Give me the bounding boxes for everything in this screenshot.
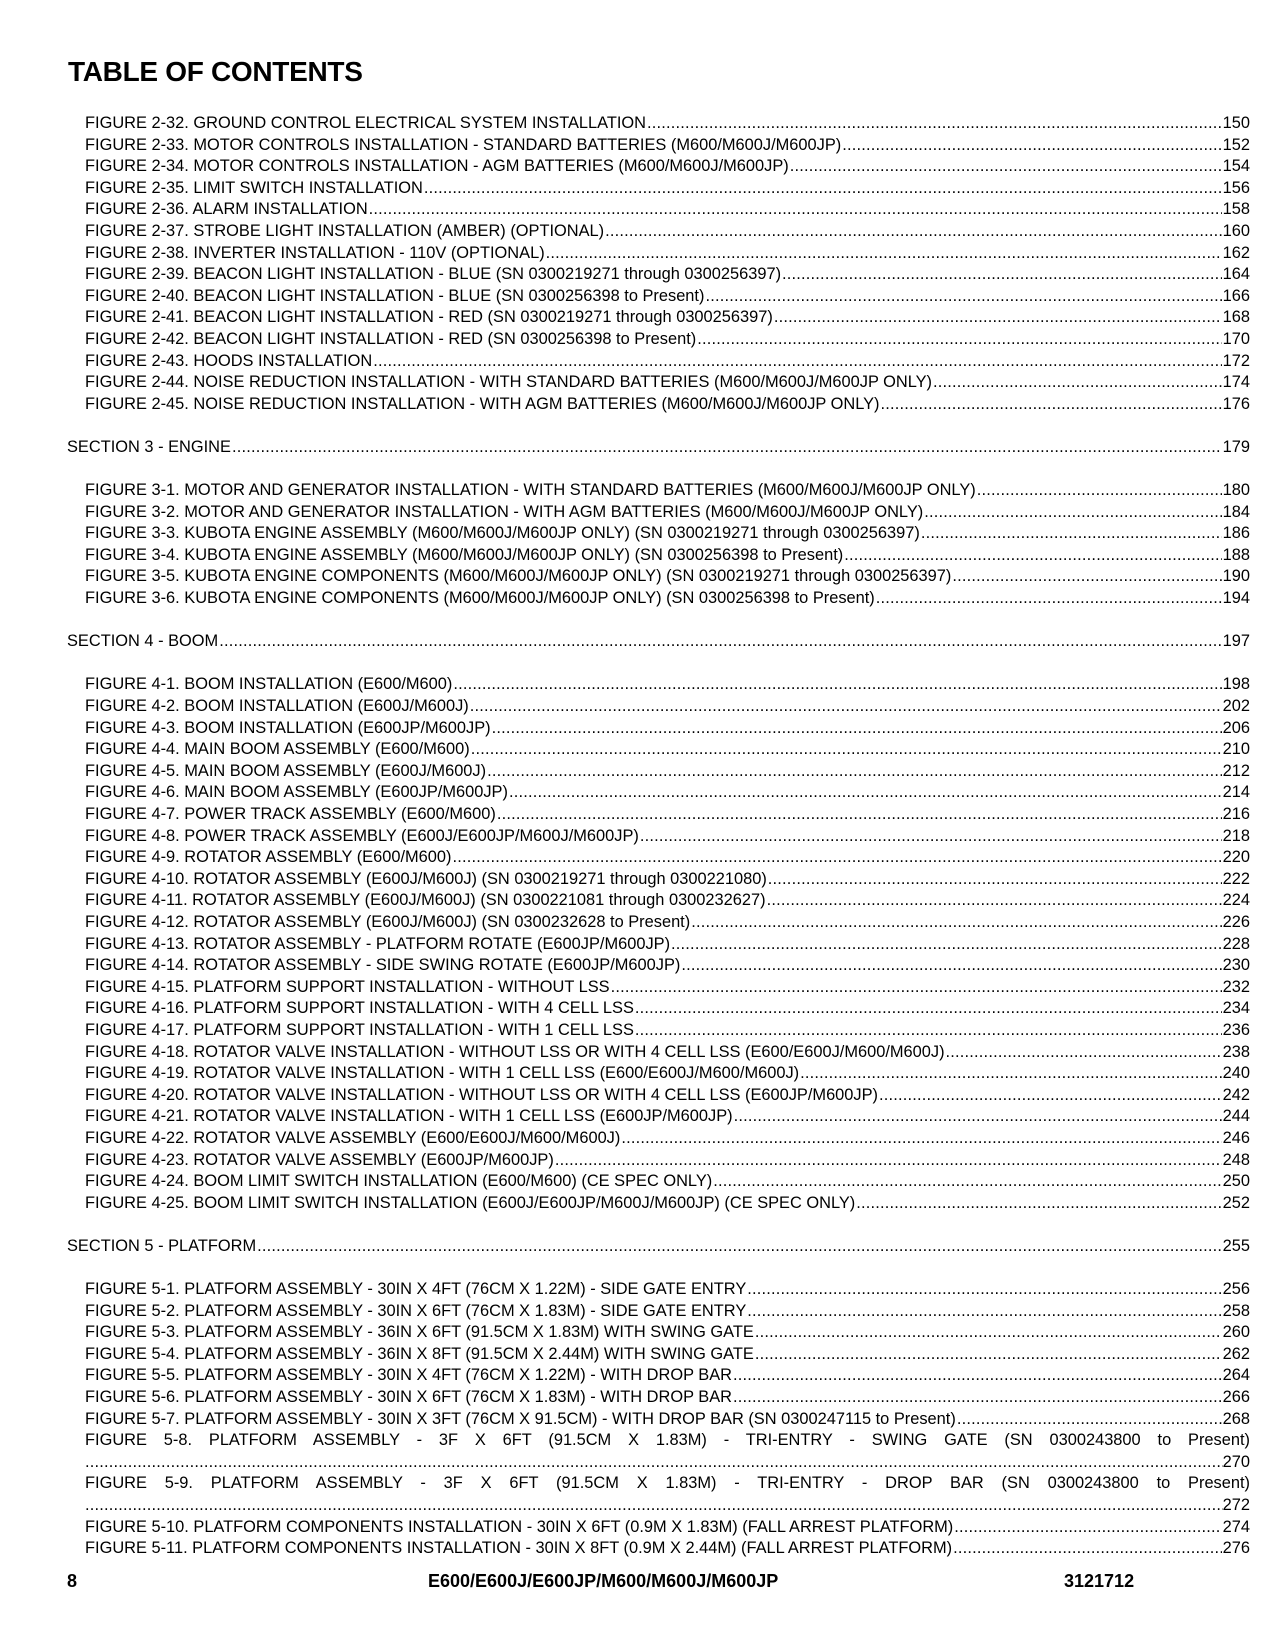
toc-entry[interactable] <box>0 1150 1250 1172</box>
toc-entry-title: FIGURE 4-24. BOOM LIMIT SWITCH INSTALLATION (E600/M600) (CE SPEC ONLY) <box>85 1172 713 1191</box>
toc-leader-dots <box>705 286 1221 308</box>
toc-entry-title: FIGURE 5-8. PLATFORM ASSEMBLY - 3F X 6FT (91.5CM X 1.83M) - TRI-ENTRY - SWING GATE (SN 0300243800 to Present) <box>85 1431 1250 1450</box>
toc-leader-dots <box>635 998 1222 1020</box>
toc-entry-page: 268 <box>1222 1409 1250 1428</box>
toc-entry-title: FIGURE 4-22. ROTATOR VALVE ASSEMBLY (E600/E600J/M600/M600J) <box>85 1128 621 1147</box>
toc-leader-dots <box>747 1301 1221 1323</box>
toc-leader-dots <box>957 1409 1222 1431</box>
toc-entry-page: 274 <box>1222 1517 1250 1536</box>
toc-entry[interactable] <box>0 264 1250 286</box>
toc-entry-page: 255 <box>1222 1236 1250 1255</box>
toc-leader-dots <box>640 826 1222 848</box>
toc-entry[interactable] <box>0 955 1250 977</box>
toc-entry-page: 262 <box>1222 1344 1250 1363</box>
toc-entry-title: FIGURE 2-44. NOISE REDUCTION INSTALLATION - WITH STANDARD BATTERIES (M600/M600J/M600JP ONLY) <box>85 373 933 392</box>
toc-entry-page: 212 <box>1222 761 1250 780</box>
toc-entry[interactable] <box>0 1538 1250 1560</box>
toc-leader-dots <box>844 545 1221 567</box>
toc-entry-title: FIGURE 5-3. PLATFORM ASSEMBLY - 36IN X 6FT (91.5CM X 1.83M) WITH SWING GATE <box>85 1323 754 1342</box>
toc-entry-page: 220 <box>1222 848 1250 867</box>
toc-entry-title: FIGURE 2-32. GROUND CONTROL ELECTRICAL SYSTEM INSTALLATION <box>85 114 647 132</box>
toc-entry[interactable] <box>0 869 1250 891</box>
toc-entry-page: 172 <box>1222 351 1250 370</box>
toc-entry[interactable] <box>0 1279 1250 1301</box>
toc-entry-page: 216 <box>1222 805 1250 823</box>
toc-entry-title: FIGURE 2-42. BEACON LIGHT INSTALLATION - RED (SN 0300256398 to Present) <box>85 329 697 348</box>
toc-leader-dots <box>497 804 1222 826</box>
toc-entry-title: SECTION 5 - PLATFORM <box>67 1236 257 1255</box>
toc-entry[interactable] <box>0 998 1250 1020</box>
toc-entry-page: 242 <box>1222 1085 1250 1104</box>
toc-leader-dots <box>881 394 1222 416</box>
table-of-contents <box>0 113 1275 1560</box>
toc-section-heading[interactable] <box>0 631 1250 653</box>
toc-entry-title: FIGURE 3-4. KUBOTA ENGINE ASSEMBLY (M600/M600J/M600JP ONLY) (SN 0300256398 to Present) <box>85 545 844 564</box>
toc-entry[interactable] <box>0 761 1250 783</box>
toc-entry[interactable] <box>0 1085 1250 1107</box>
toc-entry[interactable] <box>0 890 1250 912</box>
toc-entry-page: 224 <box>1222 891 1250 910</box>
toc-entry-title: FIGURE 4-1. BOOM INSTALLATION (E600/M600) <box>85 675 453 694</box>
toc-entry[interactable] <box>0 566 1250 588</box>
toc-entry[interactable] <box>0 351 1250 373</box>
toc-entry[interactable] <box>0 1042 1250 1064</box>
toc-entry[interactable] <box>0 1387 1250 1409</box>
toc-entry[interactable] <box>0 1365 1250 1387</box>
toc-leader-dots <box>856 1193 1221 1215</box>
toc-entry-page: 226 <box>1222 912 1250 931</box>
footer-models: E600/E600J/E600JP/M600/M600J/M600JP <box>428 1571 779 1591</box>
toc-leader-dots <box>876 588 1222 610</box>
toc-entry-title: FIGURE 4-9. ROTATOR ASSEMBLY (E600/M600) <box>85 848 452 867</box>
toc-leader-dots <box>733 1365 1222 1387</box>
toc-leader-dots <box>546 243 1222 265</box>
toc-entry[interactable] <box>0 1128 1250 1150</box>
toc-entry-title: FIGURE 2-43. HOODS INSTALLATION <box>85 351 373 370</box>
toc-leader-dots <box>946 1042 1222 1064</box>
toc-entry[interactable] <box>0 523 1250 545</box>
toc-entry-title: FIGURE 2-35. LIMIT SWITCH INSTALLATION <box>85 178 423 197</box>
toc-entry[interactable] <box>0 1020 1250 1042</box>
toc-entry[interactable] <box>0 135 1250 157</box>
toc-entry[interactable] <box>0 199 1250 221</box>
toc-entry-page: 264 <box>1222 1366 1250 1385</box>
toc-leader-dots <box>933 372 1222 394</box>
toc-entry-title: FIGURE 5-1. PLATFORM ASSEMBLY - 30IN X 4FT (76CM X 1.22M) - SIDE GATE ENTRY <box>85 1280 747 1299</box>
toc-leader-dots <box>373 351 1221 373</box>
toc-entry-title: FIGURE 5-6. PLATFORM ASSEMBLY - 30IN X 6FT (76CM X 1.83M) - WITH DROP BAR <box>85 1388 732 1407</box>
toc-entry-title: FIGURE 2-33. MOTOR CONTROLS INSTALLATION - STANDARD BATTERIES (M600/M600J/M600JP) <box>85 135 842 154</box>
toc-entry-title: FIGURE 2-41. BEACON LIGHT INSTALLATION - RED (SN 0300219271 through 0300256397) <box>85 308 773 327</box>
toc-leader-dots <box>768 869 1222 891</box>
toc-entry[interactable] <box>0 221 1250 243</box>
toc-entry[interactable] <box>0 286 1250 308</box>
toc-entry-page: 256 <box>1222 1280 1250 1299</box>
page-title: TABLE OF CONTENTS <box>68 56 363 87</box>
toc-entry[interactable] <box>0 1171 1250 1193</box>
toc-entry-page: 184 <box>1222 502 1250 521</box>
toc-leader-dots <box>605 221 1222 243</box>
toc-entry-page: 234 <box>1222 999 1250 1018</box>
toc-leader-dots <box>954 1517 1221 1539</box>
toc-entry[interactable] <box>0 502 1250 524</box>
toc-entry[interactable] <box>0 804 1250 826</box>
toc-entry-title: FIGURE 2-45. NOISE REDUCTION INSTALLATION - WITH AGM BATTERIES (M600/M600J/M600JP ONLY) <box>85 394 880 413</box>
toc-entry-title: FIGURE 5-7. PLATFORM ASSEMBLY - 30IN X 3FT (76CM X 91.5CM) - WITH DROP BAR (SN 0300247115 to Present) <box>85 1409 956 1428</box>
toc-entry-title: SECTION 3 - ENGINE <box>67 437 231 456</box>
toc-entry-title: FIGURE 4-25. BOOM LIMIT SWITCH INSTALLATION (E600J/E600JP/M600J/M600JP) (CE SPEC ONLY) <box>85 1193 856 1212</box>
toc-entry-page: 158 <box>1222 200 1250 219</box>
toc-entry-title: FIGURE 4-8. POWER TRACK ASSEMBLY (E600J/E600JP/M600J/M600JP) <box>85 826 639 845</box>
toc-entry-page: 248 <box>1222 1150 1250 1169</box>
toc-entry-page: 250 <box>1222 1172 1250 1191</box>
toc-leader-dots <box>647 113 1222 135</box>
toc-entry-title: FIGURE 4-21. ROTATOR VALVE INSTALLATION - WITH 1 CELL LSS (E600JP/M600JP) <box>85 1107 733 1126</box>
toc-leader-dots <box>790 156 1222 178</box>
toc-entry[interactable] <box>0 588 1250 610</box>
toc-entry-title: FIGURE 2-34. MOTOR CONTROLS INSTALLATION - AGM BATTERIES (M600/M600J/M600JP) <box>85 157 789 176</box>
toc-leader-dots <box>842 135 1221 157</box>
toc-entry[interactable] <box>0 372 1250 394</box>
toc-entry[interactable] <box>0 739 1250 761</box>
toc-entry-title: FIGURE 4-20. ROTATOR VALVE INSTALLATION - WITHOUT LSS OR WITH 4 CELL LSS (E600JP/M600JP) <box>85 1085 879 1104</box>
toc-leader-dots <box>257 1236 1222 1258</box>
toc-entry[interactable] <box>0 1344 1250 1366</box>
toc-entry-page: 222 <box>1222 869 1250 888</box>
toc-entry[interactable] <box>0 329 1250 351</box>
toc-entry-title: FIGURE 2-37. STROBE LIGHT INSTALLATION (AMBER) (OPTIONAL) <box>85 221 605 240</box>
toc-entry-page: 179 <box>1222 437 1250 456</box>
toc-entry[interactable] <box>0 156 1250 178</box>
toc-entry-page: 272 <box>1222 1496 1250 1514</box>
toc-entry-page: 194 <box>1222 589 1250 608</box>
toc-entry[interactable] <box>0 826 1250 848</box>
toc-leader-dots <box>555 1150 1222 1172</box>
toc-entry-title: FIGURE 4-23. ROTATOR VALVE ASSEMBLY (E600JP/M600JP) <box>85 1150 554 1169</box>
toc-leader-dots <box>219 631 1221 653</box>
toc-entry-title: FIGURE 4-12. ROTATOR ASSEMBLY (E600J/M600J) (SN 0300232628 to Present) <box>85 912 691 931</box>
toc-entry-page: 198 <box>1222 675 1250 694</box>
toc-entry[interactable] <box>0 1063 1250 1085</box>
toc-entry-title: FIGURE 4-3. BOOM INSTALLATION (E600JP/M600JP) <box>85 718 491 737</box>
toc-entry[interactable] <box>0 1430 1250 1473</box>
toc-entry[interactable] <box>0 718 1250 740</box>
toc-entry-page: 164 <box>1222 265 1250 284</box>
toc-entry-page: 214 <box>1222 783 1250 802</box>
toc-entry-page: 258 <box>1222 1301 1250 1320</box>
toc-entry-title: FIGURE 4-13. ROTATOR ASSEMBLY - PLATFORM ROTATE (E600JP/M600JP) <box>85 934 671 953</box>
toc-entry-title: FIGURE 3-3. KUBOTA ENGINE ASSEMBLY (M600/M600J/M600JP ONLY) (SN 0300219271 through 0300256397) <box>85 524 920 543</box>
toc-entry-title: FIGURE 4-7. POWER TRACK ASSEMBLY (E600/M600) <box>85 805 496 823</box>
toc-entry[interactable] <box>0 178 1250 200</box>
toc-entry-title: FIGURE 4-18. ROTATOR VALVE INSTALLATION - WITHOUT LSS OR WITH 4 CELL LSS (E600/E600J/M600/M600J) <box>85 1042 945 1061</box>
toc-entry-page: 218 <box>1222 826 1250 845</box>
toc-entry[interactable] <box>0 1322 1250 1344</box>
toc-entry-title: FIGURE 4-14. ROTATOR ASSEMBLY - SIDE SWING ROTATE (E600JP/M600JP) <box>85 956 681 975</box>
toc-entry-page: 228 <box>1222 934 1250 953</box>
toc-entry-title: FIGURE 2-39. BEACON LIGHT INSTALLATION - BLUE (SN 0300219271 through 0300256397) <box>85 265 782 284</box>
toc-leader-dots <box>774 307 1222 329</box>
toc-entry-title: FIGURE 4-15. PLATFORM SUPPORT INSTALLATION - WITHOUT LSS <box>85 977 610 996</box>
toc-entry[interactable] <box>0 1193 1250 1215</box>
toc-entry-title: FIGURE 4-2. BOOM INSTALLATION (E600J/M600J) <box>85 697 469 716</box>
toc-leader-dots <box>977 480 1222 502</box>
toc-leader-dots <box>470 696 1222 718</box>
toc-entry[interactable] <box>0 1409 1250 1431</box>
toc-entry[interactable] <box>0 243 1250 265</box>
toc-entry-title: FIGURE 4-5. MAIN BOOM ASSEMBLY (E600J/M600J) <box>85 761 487 780</box>
toc-leader-dots <box>635 1020 1222 1042</box>
toc-entry[interactable] <box>0 934 1250 956</box>
toc-entry-page: 238 <box>1222 1042 1250 1061</box>
toc-leader-dots <box>953 1538 1222 1560</box>
toc-entry-title: FIGURE 5-11. PLATFORM COMPONENTS INSTALLATION - 30IN X 8FT (0.9M X 2.44M) (FALL ARREST PLATFORM) <box>85 1539 953 1558</box>
toc-entry-page: 188 <box>1222 545 1250 564</box>
toc-entry-page: 244 <box>1222 1107 1250 1126</box>
toc-entry[interactable] <box>0 480 1250 502</box>
toc-entry[interactable] <box>0 1106 1250 1128</box>
toc-leader-dots <box>767 890 1222 912</box>
toc-entry-page: 240 <box>1222 1064 1250 1083</box>
toc-leader-dots <box>921 523 1222 545</box>
toc-leader-dots <box>755 1344 1222 1366</box>
toc-entry-title: FIGURE 4-19. ROTATOR VALVE INSTALLATION - WITH 1 CELL LSS (E600/E600J/M600/M600J) <box>85 1064 800 1083</box>
toc-leader-dots <box>509 782 1222 804</box>
toc-leader-dots <box>487 761 1222 783</box>
toc-leader-dots <box>232 437 1222 459</box>
toc-entry-page: 156 <box>1222 178 1250 197</box>
toc-entry-title: FIGURE 2-40. BEACON LIGHT INSTALLATION - BLUE (SN 0300256398 to Present) <box>85 286 705 305</box>
toc-entry-title: FIGURE 4-16. PLATFORM SUPPORT INSTALLATION - WITH 4 CELL LSS <box>85 999 634 1018</box>
toc-entry-page: 154 <box>1222 157 1250 176</box>
toc-entry-title: FIGURE 5-2. PLATFORM ASSEMBLY - 30IN X 6FT (76CM X 1.83M) - SIDE GATE ENTRY <box>85 1301 747 1320</box>
toc-entry-title: FIGURE 2-38. INVERTER INSTALLATION - 110V (OPTIONAL) <box>85 243 545 262</box>
toc-leader-dots <box>879 1085 1222 1107</box>
toc-leader-dots <box>492 718 1222 740</box>
toc-entry-title: FIGURE 4-10. ROTATOR ASSEMBLY (E600J/M600J) (SN 0300219271 through 0300221080) <box>85 869 767 888</box>
toc-entry-page: 197 <box>1222 632 1250 651</box>
toc-entry-title: FIGURE 4-11. ROTATOR ASSEMBLY (E600J/M600J) (SN 0300221081 through 0300232627) <box>85 891 766 910</box>
toc-entry-page: 160 <box>1222 221 1250 240</box>
toc-entry-page: 230 <box>1222 956 1250 975</box>
toc-entry-page: 180 <box>1222 481 1250 500</box>
toc-leader-dots <box>471 739 1222 761</box>
toc-entry-page: 276 <box>1222 1539 1250 1558</box>
toc-entry-page: 166 <box>1222 286 1250 305</box>
toc-entry-title: FIGURE 5-10. PLATFORM COMPONENTS INSTALLATION - 30IN X 6FT (0.9M X 1.83M) (FALL ARREST PLATFORM) <box>85 1517 954 1536</box>
toc-entry[interactable] <box>0 394 1250 416</box>
toc-entry-title: FIGURE 5-5. PLATFORM ASSEMBLY - 30IN X 4FT (76CM X 1.22M) - WITH DROP BAR <box>85 1366 732 1385</box>
toc-leader-dots <box>681 955 1221 977</box>
toc-entry-page: 186 <box>1222 524 1250 543</box>
toc-entry[interactable] <box>0 674 1250 696</box>
toc-entry-page: 236 <box>1222 1020 1250 1039</box>
toc-leader-dots <box>747 1279 1221 1301</box>
toc-entry-title: FIGURE 3-6. KUBOTA ENGINE COMPONENTS (M600/M600J/M600JP ONLY) (SN 0300256398 to Present) <box>85 589 875 608</box>
toc-entry-page: 190 <box>1222 567 1250 586</box>
toc-entry[interactable] <box>0 113 1250 135</box>
toc-entry-page: 206 <box>1222 718 1250 737</box>
toc-leader-dots <box>611 977 1222 999</box>
toc-entry[interactable] <box>0 1517 1250 1539</box>
footer-doc-number: 3121712 <box>1064 1571 1135 1591</box>
footer-page-number: 8 <box>67 1571 78 1591</box>
toc-entry-page: 260 <box>1222 1323 1250 1342</box>
toc-entry-page: 270 <box>1222 1452 1250 1471</box>
toc-entry[interactable] <box>0 1473 1250 1516</box>
toc-leader-dots <box>800 1063 1222 1085</box>
toc-entry[interactable] <box>0 696 1250 718</box>
toc-leader-dots <box>691 912 1221 934</box>
toc-section-heading[interactable] <box>0 1236 1250 1258</box>
toc-entry-page: 266 <box>1222 1388 1250 1407</box>
toc-leader-dots <box>734 1106 1222 1128</box>
toc-entry-page: 162 <box>1222 243 1250 262</box>
toc-entry-page: 174 <box>1222 373 1250 392</box>
toc-leader-dots <box>713 1171 1221 1193</box>
toc-leader-dots <box>733 1387 1222 1409</box>
toc-entry-title: FIGURE 5-4. PLATFORM ASSEMBLY - 36IN X 8FT (91.5CM X 2.44M) WITH SWING GATE <box>85 1344 754 1363</box>
toc-entry-page: 150 <box>1222 114 1250 132</box>
toc-entry-page: 168 <box>1222 308 1250 327</box>
toc-entry[interactable] <box>0 782 1250 804</box>
page-footer <box>0 1571 1275 1601</box>
toc-leader-dots <box>452 847 1221 869</box>
toc-entry-page: 252 <box>1222 1193 1250 1212</box>
toc-entry-page: 232 <box>1222 977 1250 996</box>
toc-entry-title: FIGURE 5-9. PLATFORM ASSEMBLY - 3F X 6FT (91.5CM X 1.83M) - TRI-ENTRY - DROP BAR (SN 0300243800 to Present) <box>85 1474 1250 1493</box>
toc-entry-title: FIGURE 3-1. MOTOR AND GENERATOR INSTALLATION - WITH STANDARD BATTERIES (M600/M600J/M600JP ONLY) <box>85 481 976 500</box>
toc-entry-title: SECTION 4 - BOOM <box>67 632 219 651</box>
toc-entry-page: 170 <box>1222 329 1250 348</box>
toc-entry-title: FIGURE 4-17. PLATFORM SUPPORT INSTALLATION - WITH 1 CELL LSS <box>85 1020 634 1039</box>
toc-leader-dots <box>85 1495 1223 1517</box>
toc-leader-dots <box>369 199 1222 221</box>
toc-leader-dots <box>671 934 1222 956</box>
toc-entry-page: 210 <box>1222 740 1250 759</box>
toc-entry-page: 152 <box>1222 135 1250 154</box>
toc-entry-title: FIGURE 2-36. ALARM INSTALLATION <box>85 200 368 219</box>
toc-entry-title: FIGURE 4-4. MAIN BOOM ASSEMBLY (E600/M600) <box>85 740 470 759</box>
toc-entry[interactable] <box>0 1301 1250 1323</box>
toc-entry[interactable] <box>0 977 1250 999</box>
toc-leader-dots <box>755 1322 1222 1344</box>
toc-entry-page: 246 <box>1222 1128 1250 1147</box>
toc-entry[interactable] <box>0 912 1250 934</box>
toc-leader-dots <box>424 178 1222 200</box>
toc-entry-page: 202 <box>1222 697 1250 716</box>
toc-entry-title: FIGURE 4-6. MAIN BOOM ASSEMBLY (E600JP/M600JP) <box>85 783 508 802</box>
toc-leader-dots <box>782 264 1222 286</box>
toc-entry[interactable] <box>0 307 1250 329</box>
toc-leader-dots <box>621 1128 1221 1150</box>
toc-entry-title: FIGURE 3-2. MOTOR AND GENERATOR INSTALLATION - WITH AGM BATTERIES (M600/M600J/M600JP ONLY) <box>85 502 924 521</box>
toc-leader-dots <box>453 674 1221 696</box>
toc-entry[interactable] <box>0 545 1250 567</box>
toc-leader-dots <box>924 502 1221 524</box>
toc-leader-dots <box>85 1452 1223 1474</box>
toc-entry-page: 176 <box>1222 394 1250 413</box>
toc-entry[interactable] <box>0 847 1250 869</box>
toc-entry-title: FIGURE 3-5. KUBOTA ENGINE COMPONENTS (M600/M600J/M600JP ONLY) (SN 0300219271 through 0300256397) <box>85 567 952 586</box>
toc-section-heading[interactable] <box>0 437 1250 459</box>
toc-leader-dots <box>697 329 1221 351</box>
toc-leader-dots <box>952 566 1221 588</box>
